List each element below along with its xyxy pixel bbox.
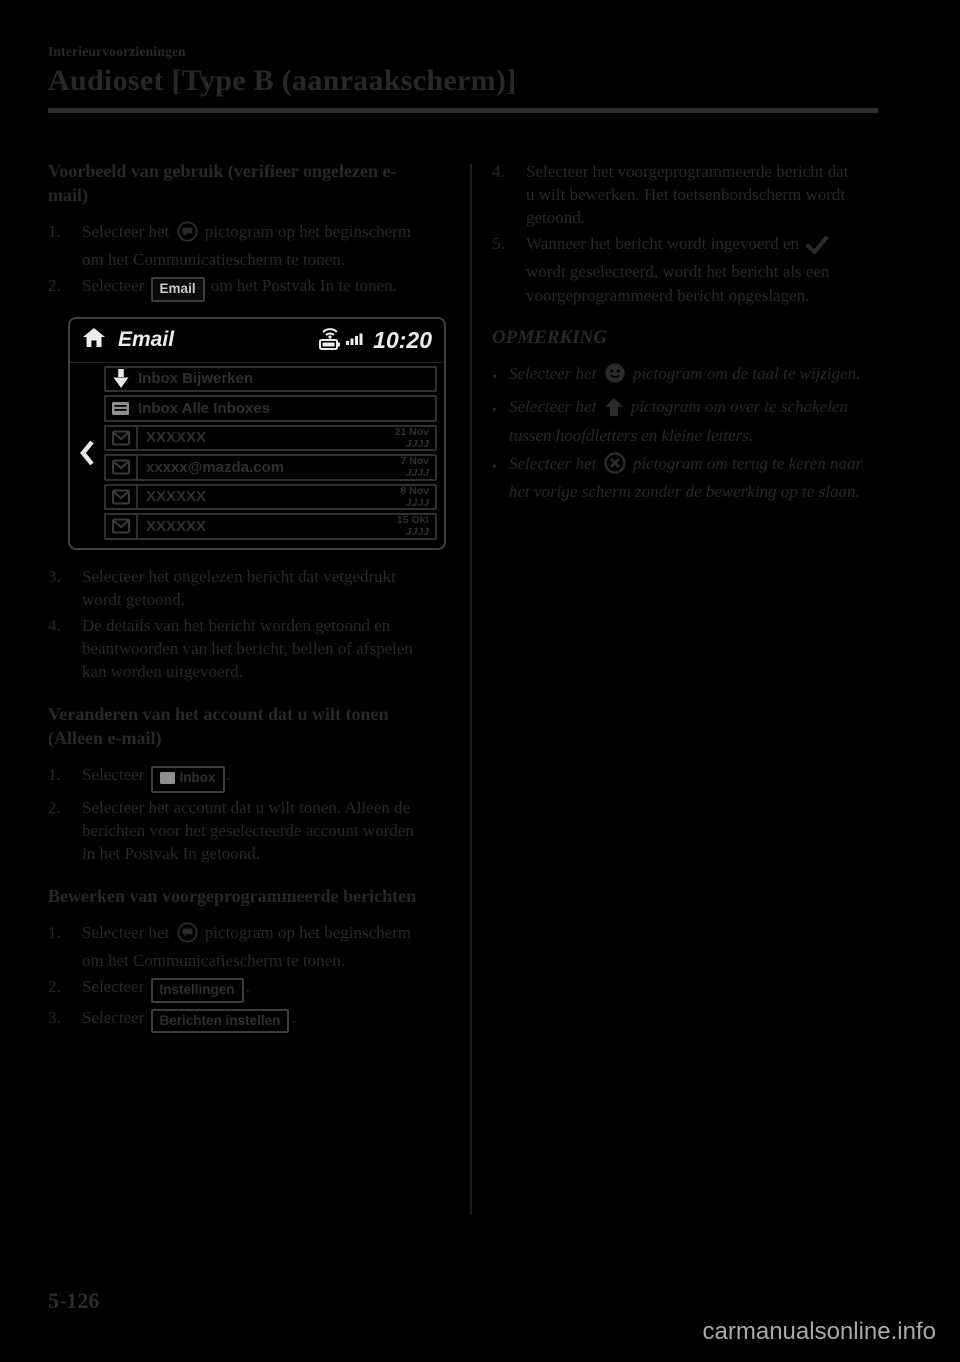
step-text-post: . [291,1007,296,1027]
left-column [48,160,452,1036]
email-screen [68,317,446,550]
chapter-label: Interieurvoorzieningen [48,44,186,59]
step-number: 1. [48,765,61,785]
year-text: JJJJ [405,526,429,539]
note-text [509,395,865,447]
step [48,1006,452,1034]
step-text: Selecteer het voorgeprogrammeerde bericht dat u wilt bewerken. Het toetsenbordscherm wordt getoond. [526,162,849,228]
step-text-post: wordt geselecteerd, wordt het bericht als een voorgeprogrammeerd bericht opgeslagen. [526,262,830,305]
row-label: XXXXXX [146,488,207,506]
bullet [492,395,509,447]
step-text-pre: Selecteer [82,765,149,785]
step-text-pre: Selecteer [82,977,149,996]
note-text-pre: Selecteer het [509,454,601,474]
row-label: xxxxx@mazda.com [146,458,285,476]
step-text [82,220,420,271]
step-text-post: pictogram op het beginscherm om het Communicatiescherm te tonen. [82,221,412,269]
date-text: 21 Nov [394,425,429,438]
step [48,796,452,865]
all-inboxes-icon [112,402,138,415]
step-text-post: . [226,765,231,785]
note-text-post: pictogram om terug te keren naar het vorige scherm zonder de bewerking op te slaan. [509,454,863,502]
step-text [82,274,420,302]
inbox-button [151,766,225,793]
watermark: carmanualsonline.info [702,1318,936,1345]
shift-icon [604,397,624,423]
step-text-pre: Wanneer het bericht wordt ingevoerd en [526,234,804,254]
note-text-pre: Selecteer het [509,363,601,383]
step-text-pre: Selecteer [82,1007,149,1027]
communication-icon [177,221,198,248]
note-text [509,362,865,390]
row-label: XXXXXX [146,429,207,447]
year-text: JJJJ [405,437,429,450]
list-item-message [104,513,437,540]
date-text: 7 Nov [400,455,429,468]
step-text [82,921,420,972]
step [492,232,882,306]
section-heading-bewerken: Bewerken van voorgeprogrammeerde berichten [48,885,417,906]
bullet [492,362,509,390]
step-number: 2. [48,977,61,996]
step [48,565,452,611]
note-text-post: pictogram om de taal te wijzigen. [628,363,861,383]
step [48,975,452,1003]
step-number: 1. [48,922,61,942]
email-button: Email [151,277,205,302]
step-text-pre: Selecteer [82,276,149,296]
email-list [104,366,437,540]
step-text-post: pictogram op het beginscherm om het Communicatiescherm te tonen. [82,922,412,970]
step-text-pre: Selecteer het [82,922,174,942]
list-item-all-inboxes [104,395,437,422]
home-icon [82,327,106,353]
step [48,614,452,683]
wifi-battery-icon [318,325,342,356]
step-number: 2. [48,797,61,817]
row-label: Inbox Bijwerken [138,370,254,388]
row-date [389,426,429,450]
note-text [509,452,865,504]
step-text [82,763,420,793]
step-number: 1. [48,221,61,241]
berichten-instellen-button: Berichten instellen [151,1009,290,1034]
step-text: De details van het bericht worden getoond en beantwoorden van het bericht, bellen of afspelen kan worden uitgevoerd. [82,615,413,682]
step [48,274,452,302]
mail-icon [112,427,138,450]
step-text [526,232,860,306]
step-text-post: . [245,977,250,996]
row-label: XXXXXX [146,517,207,535]
note-text-pre: Selecteer het [509,397,601,417]
clock: 10:20 [373,326,432,353]
globe-language-icon [604,362,626,390]
step-number: 4. [48,615,61,635]
list-item-refresh [104,366,437,393]
step-text [82,1006,420,1034]
note-item [492,452,882,504]
row-date [394,485,429,509]
step-number: 2. [48,276,61,296]
row-date [391,514,429,538]
step [492,160,882,229]
screenshot-header [70,319,444,363]
page-title: Audioset [Type B (aanraakscherm)] [48,64,517,97]
page-number: 5-126 [48,1288,100,1313]
step [48,921,452,972]
mail-icon [112,515,138,538]
refresh-inbox-icon [112,368,138,389]
page-header [48,44,878,113]
step [48,763,452,793]
mail-icon [112,456,138,479]
step-text: Selecteer het ongelezen bericht dat vetgedrukt wordt getoond. [82,566,396,609]
note-item [492,362,882,390]
step-text: Selecteer het account dat u wilt tonen. Alleen de berichten voor het geselecteerde account worden in het Postvak In getoond. [82,797,414,863]
note-heading: OPMERKING [492,326,608,348]
step-text [82,975,420,1003]
inbox-button-icon [160,772,175,787]
year-text: JJJJ [405,467,429,480]
row-date [394,455,429,479]
screenshot-title: Email [118,328,175,352]
screenshot-body [70,363,444,548]
step-number: 4. [492,162,505,181]
back-chevron-icon [70,366,104,540]
title-rule [48,108,878,113]
row-label: Inbox Alle Inboxes [138,399,270,417]
date-text: 15 Okt [396,514,429,527]
check-icon [806,236,828,260]
note-text-post: pictogram om over te schakelen tussen hoofdletters en kleine letters. [509,397,848,445]
inbox-button-label: Inbox [179,770,216,786]
list-item-message [104,425,437,452]
step-number: 3. [48,566,61,586]
column-divider [470,164,472,1214]
note-item [492,395,882,447]
bullet [492,452,509,504]
signal-icon [346,331,366,350]
status-icons [318,325,366,356]
date-text: 8 Nov [400,484,429,497]
instellingen-button: Instellingen [151,978,244,1003]
communication-icon [177,922,198,949]
step [48,220,452,271]
list-item-message [104,484,437,511]
step-text-pre: Selecteer het [82,221,174,241]
right-column [492,160,882,509]
mail-icon [112,486,138,509]
year-text: JJJJ [405,496,429,509]
section-heading-voorbeeld: Voorbeeld van gebruik (verifieer ongelezen e-mail) [48,161,397,205]
section-heading-veranderen: Veranderen van het account dat u wilt tonen (Alleen e-mail) [48,704,389,749]
close-circle-icon [604,452,626,480]
list-item-message [104,454,437,481]
step-number: 5. [492,234,505,254]
step-text-post: om het Postvak In te tonen. [206,276,397,296]
embedded-screenshot [68,317,452,550]
step-number: 3. [48,1007,61,1027]
